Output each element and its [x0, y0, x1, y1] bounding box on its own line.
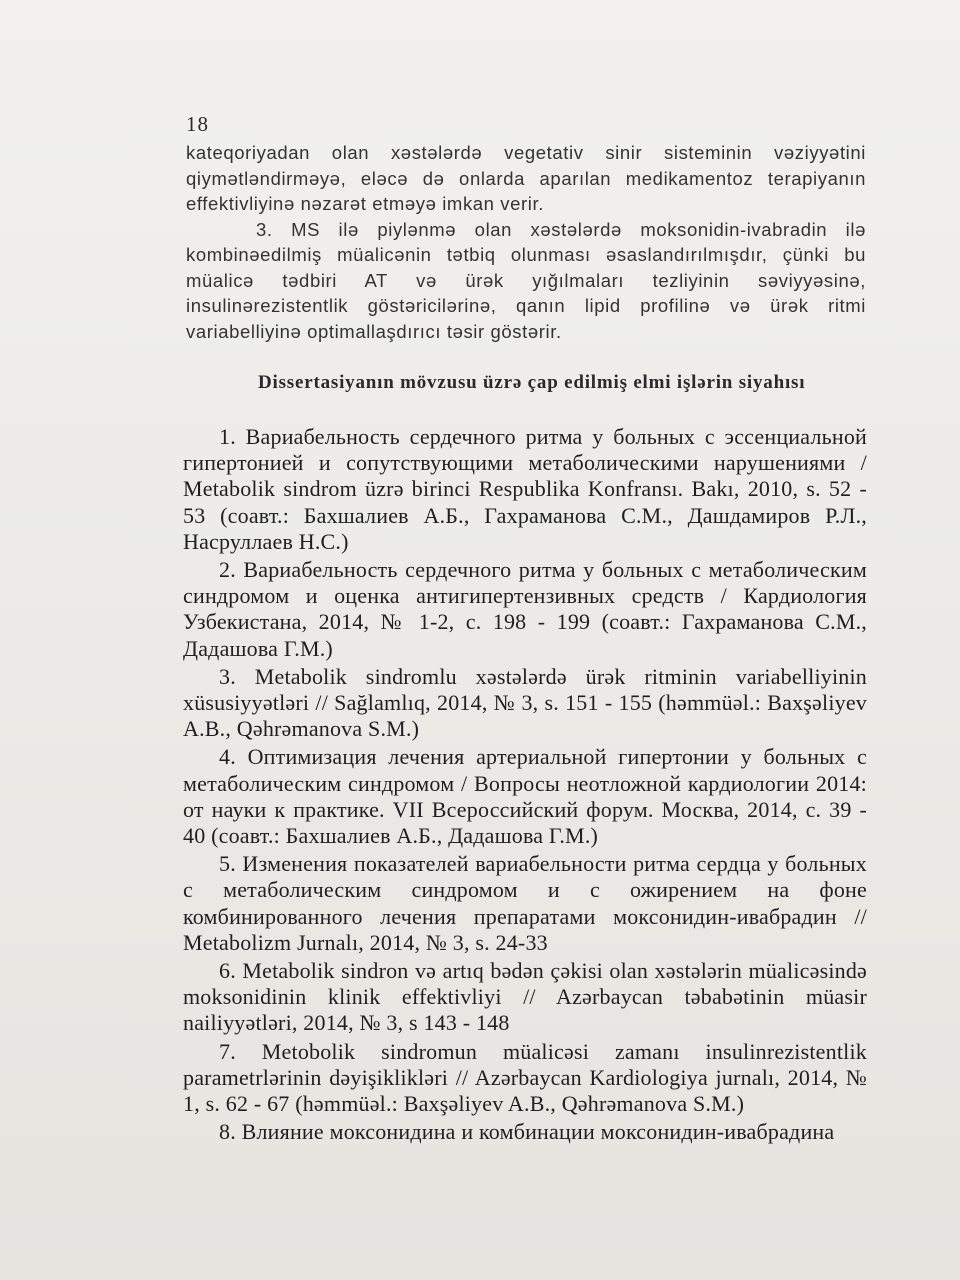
publication-number: 1.: [219, 424, 236, 449]
publication-text: Вариабельность сердечного ритма у больных с эссенциальной гипертонией и сопутствующими метаболическими нарушениями / Metabolik sindrom üzrə birinci Respublika Konfransı. Bakı, 2010, s. 52 - 53 (соавт.: Бахшалиев А.Б., Гахраманова С.М., Дашдамиров Р.Л., Насруллаев Н.С.): [183, 424, 868, 554]
publication-text: Metabolik sindromlu xəstələrdə ürək ritminin variabelliyinin xüsusiyyətləri // Sağlamlıq, 2014, № 3, s. 151 - 155 (həmmüəl.: Baxşəliyev A.B., Qəhrəmanova S.M.): [183, 663, 867, 742]
publication-item: [183, 958, 867, 1037]
publication-number: 4.: [219, 744, 236, 770]
publication-item: [183, 851, 867, 956]
intro-text: [186, 140, 866, 344]
publication-number: 7.: [219, 1038, 236, 1064]
publication-item: [183, 557, 867, 662]
publication-text: Вариабельность сердечного ритма у больных с метаболическим синдромом и оценка антигипертензивных средств / Кардиология Узбекистана, 2014, № 1-2, с. 198 - 199 (соавт.: Гахраманова С.М., Дадашова Г.М.): [183, 557, 867, 661]
publication-text: Оптимизация лечения артериальной гипертонии у больных с метаболическим синдромом / Вопросы неотложной кардиологии 2014: от науки к практике. VII Всероссийский форум. Москва, 2014, с. 39 - 40 (соавт.: Бахшалиев А.Б., Дадашова Г.М.): [183, 744, 868, 849]
publication-number: 8.: [219, 1119, 236, 1145]
intro-paragraph: kateqoriyadan olan xəstələrdə vegetativ sinir sisteminin vəziyyətini qiymətləndirməyə, eləcə də onlarda aparılan medikamentoz terapiyanın effektivliyinə nəzarət etməyə imkan verir.: [186, 142, 866, 214]
publication-text: Metobolik sindromun müalicəsi zamanı insulinrezistentlik parametrlərinin dəyişiklikləri // Azərbaycan Kardiologiya jurnalı, 2014, № 1, s. 62 - 67 (həmmüəl.: Baxşəliyev A.B., Qəhrəmanova S.M.): [183, 1038, 867, 1117]
publication-number: 2.: [219, 557, 236, 583]
intro-paragraph: 3. MS ilə piylənmə olan xəstələrdə moksonidin-ivabradin ilə kombinəedilmiş müalicənin tətbiq olunması əsaslandırılmışdır, çünki bu müalicə tədbiri AT və ürək yığılmaları tezliyinin səviyyəsinə, insulinərezistentlik göstəricilərinə, qanın lipid profilinə və ürək ritmi variabelliyinə optimallaşdırıcı təsir göstərir.: [186, 218, 866, 342]
publication-number: 6.: [219, 958, 236, 984]
publication-item: [183, 744, 867, 849]
section-heading: Dissertasiyanın mövzusu üzrə çap edilmiş elmi işlərin siyahısı: [258, 372, 806, 393]
publication-list: [183, 424, 867, 1147]
publication-text: Влияние моксонидина и комбинации моксонидин-ивабрадина: [241, 1119, 835, 1145]
publication-number: 5.: [219, 851, 236, 877]
page-number: 18: [186, 112, 209, 136]
publication-number: 3.: [219, 663, 236, 689]
publication-item: [183, 1119, 867, 1145]
publication-text: Metabolik sindron və artıq bədən çəkisi olan xəstələrin müalicəsində moksonidinin klinik effektivliyi // Azərbaycan təbabətinin müasir nailiyyətləri, 2014, № 3, s 143 - 148: [183, 958, 868, 1036]
publication-item: [183, 664, 867, 743]
publication-item: [183, 1039, 867, 1118]
publication-text: Изменения показателей вариабельности ритма сердца у больных с метаболическим синдромом и с ожирением на фоне комбинированного лечения препаратами моксонидин-ивабрадин // Metabolizm Jurnalı, 2014, № 3, s. 24-33: [183, 851, 867, 955]
publication-item: [183, 424, 867, 555]
